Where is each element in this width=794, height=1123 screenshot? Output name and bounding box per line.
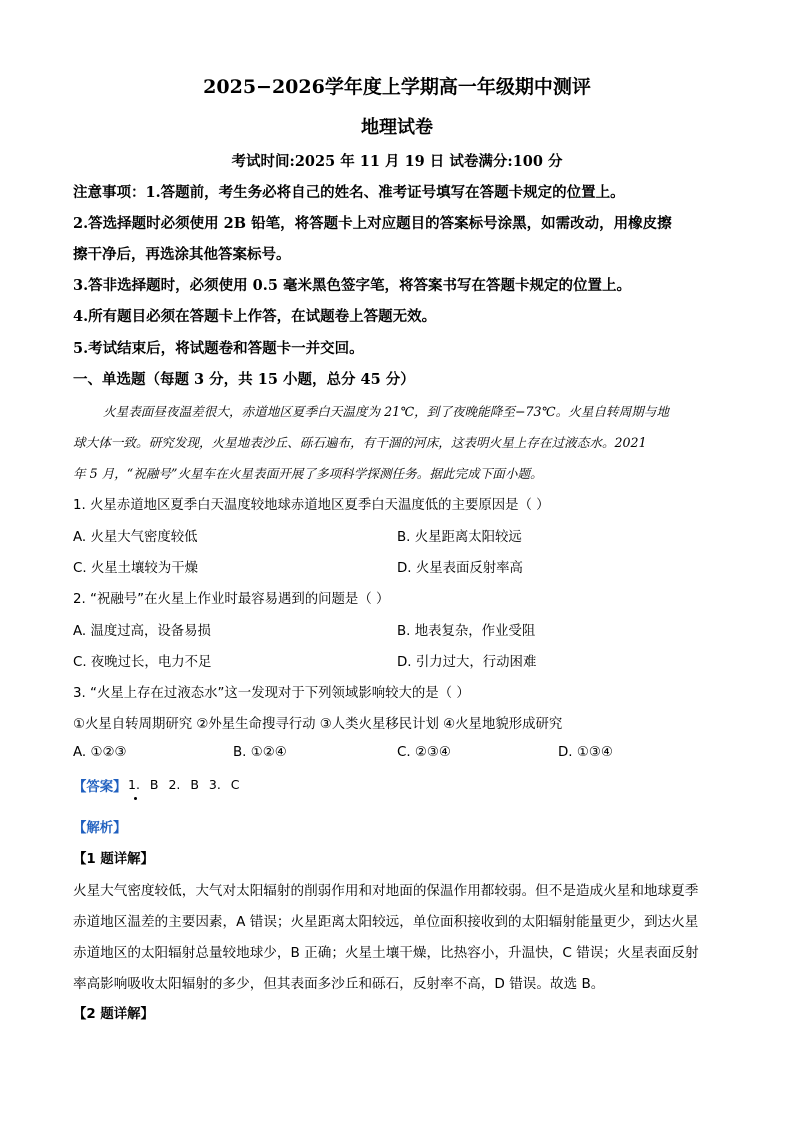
question-2-option-b: B. 地表复杂，作业受阻	[397, 624, 536, 639]
note-line-2: 2.答选择题时必须使用 2B 铅笔，将答题卡上对应题目的答案标号涂黑，如需改动，用橡皮擦	[73, 215, 672, 232]
question-1-stem: 1. 火星赤道地区夏季白天温度较地球赤道地区夏季白天温度低的主要原因是（ ）	[73, 498, 550, 513]
question-2-option-d: D. 引力过大，行动困难	[397, 655, 537, 670]
analysis-label: 【解析】	[73, 821, 127, 836]
passage-line-2: 球大体一致。研究发现，火星地表沙丘、砾石遍布，有干涸的河床，这表明火星上存在过液态水。2021	[73, 435, 647, 450]
question-3-option-b: B. ①②④	[233, 745, 287, 760]
answer-text: 1. B 2. B 3. C	[128, 777, 240, 792]
passage-line-3: 年 5 月，“祝融号”火星车在火星表面开展了多项科学探测任务。据此完成下面小题。	[73, 466, 543, 481]
subject-title: 地理试卷	[361, 117, 433, 138]
detail-1-line-3: 赤道地区的太阳辐射总量较地球少，B 正确；火星土壤干燥，比热容小，升温快，C 错误；火星表面反射	[73, 945, 699, 961]
answer-tag: 【答案】	[73, 780, 127, 795]
question-3-option-d: D. ①③④	[558, 745, 613, 760]
question-2-option-c: C. 夜晚过长，电力不足	[73, 655, 212, 670]
note-line-6: 5.考试结束后，将试题卷和答题卡一并交回。	[73, 340, 364, 357]
question-1-option-a: A. 火星大气密度较低	[73, 530, 198, 545]
detail-2-label: 【2 题详解】	[73, 1007, 154, 1022]
question-1-option-c: C. 火星土壤较为干燥	[73, 561, 198, 576]
mark-dot	[134, 797, 137, 800]
exam-title: 2025−2026学年度上学期高一年级期中测评	[203, 76, 591, 98]
question-3-option-c: C. ②③④	[397, 745, 451, 760]
exam-info: 考试时间:2025 年 11 月 19 日 试卷满分:100 分	[231, 153, 563, 170]
note-line-4: 3.答非选择题时，必须使用 0.5 毫米黑色签字笔，将答案书写在答题卡规定的位置上。	[73, 277, 631, 294]
question-2-stem: 2. “祝融号”在火星上作业时最容易遇到的问题是（ ）	[73, 592, 390, 607]
question-3-option-a: A. ①②③	[73, 745, 127, 760]
question-1-option-d: D. 火星表面反射率高	[397, 561, 523, 576]
detail-1-line-4: 率高影响吸收太阳辐射的多少，但其表面多沙丘和砾石，反射率不高，D 错误。故选 B。	[73, 976, 605, 992]
question-3-statements: ①火星自转周期研究 ②外星生命搜寻行动 ③人类火星移民计划 ④火星地貌形成研究	[73, 717, 563, 732]
question-1-option-b: B. 火星距离太阳较远	[397, 530, 522, 545]
question-2-option-a: A. 温度过高，设备易损	[73, 624, 211, 639]
question-3-stem: 3. “火星上存在过液态水”这一发现对于下列领域影响较大的是（ ）	[73, 686, 470, 701]
detail-1-label: 【1 题详解】	[73, 852, 154, 867]
section-title: 一、单选题（每题 3 分，共 15 小题，总分 45 分）	[73, 371, 415, 388]
note-line-1: 注意事项：1.答题前，考生务必将自己的姓名、准考证号填写在答题卡规定的位置上。	[73, 184, 625, 201]
note-line-3: 擦干净后，再选涂其他答案标号。	[73, 246, 291, 263]
passage-line-1: 火星表面昼夜温差很大，赤道地区夏季白天温度为 21℃，到了夜晚能降至−73℃。火星自转周期与地	[103, 404, 669, 419]
note-line-5: 4.所有题目必须在答题卡上作答，在试题卷上答题无效。	[73, 308, 437, 325]
detail-1-line-2: 赤道地区温差的主要因素，A 错误；火星距离太阳较远，单位面积接收到的太阳辐射能量更少，到达火星	[73, 914, 699, 930]
detail-1-line-1: 火星大气密度较低，大气对太阳辐射的削弱作用和对地面的保温作用都较弱。但不是造成火星和地球夏季	[73, 883, 699, 899]
